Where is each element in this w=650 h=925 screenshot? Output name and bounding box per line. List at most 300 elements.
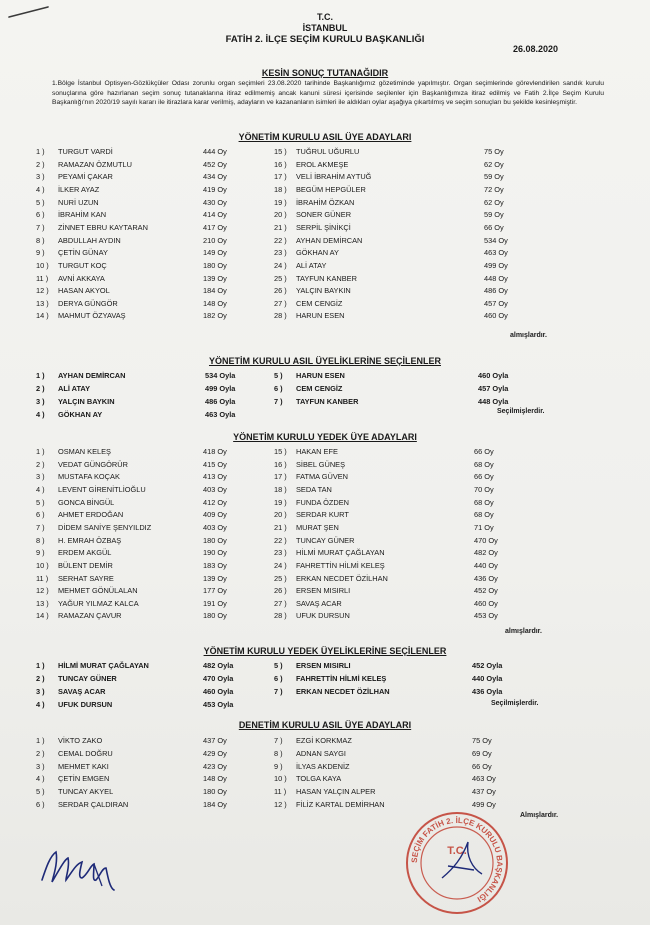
candidate-number: 16 ) bbox=[274, 159, 287, 169]
candidate-number: 25 ) bbox=[274, 273, 287, 283]
candidate-name: ALİ ATAY bbox=[58, 384, 91, 393]
candidate-number: 19 ) bbox=[274, 497, 287, 507]
official-seal-stamp bbox=[402, 808, 512, 918]
candidate-votes: 180 Oy bbox=[203, 535, 227, 545]
candidate-number: 22 ) bbox=[274, 535, 287, 545]
candidate-name: SİBEL GÜNEŞ bbox=[296, 459, 346, 469]
candidate-row bbox=[0, 522, 650, 534]
candidate-name: FAHRETTİN HİLMİ KELEŞ bbox=[296, 674, 387, 683]
svg-text:SEÇİM FATİH 2. İLÇE KURULU BAŞ: SEÇİM FATİH 2. İLÇE KURULU BAŞKANLIĞI bbox=[409, 815, 505, 904]
candidate-number: 19 ) bbox=[274, 197, 287, 207]
candidate-number: 6 ) bbox=[274, 674, 283, 683]
candidate-number: 6 ) bbox=[36, 210, 45, 220]
candidate-number: 9 ) bbox=[36, 248, 45, 258]
candidate-row bbox=[0, 184, 650, 196]
candidate-votes: 460 Oy bbox=[474, 598, 498, 608]
candidate-name: UFUK DURSUN bbox=[58, 700, 113, 709]
candidate-number: 5 ) bbox=[36, 787, 45, 797]
candidate-row bbox=[0, 497, 650, 509]
candidate-number: 11 ) bbox=[36, 573, 49, 583]
candidate-number: 3 ) bbox=[36, 472, 45, 482]
candidate-number: 8 ) bbox=[36, 235, 45, 245]
candidate-name: AYHAN DEMİRCAN bbox=[296, 235, 363, 245]
candidate-row bbox=[0, 686, 650, 698]
candidate-number: 12 ) bbox=[36, 586, 49, 596]
candidate-number: 27 ) bbox=[274, 298, 287, 308]
candidate-votes: 148 Oy bbox=[203, 298, 227, 308]
candidate-name: ÇETİN GÜNAY bbox=[58, 248, 108, 258]
candidate-number: 2 ) bbox=[36, 674, 45, 683]
candidate-votes: 177 Oy bbox=[203, 586, 227, 596]
candidate-number: 6 ) bbox=[274, 384, 283, 393]
candidate-name: HİLMİ MURAT ÇAĞLAYAN bbox=[58, 661, 149, 670]
candidate-votes: 486 Oyla bbox=[205, 397, 236, 406]
candidate-votes: 417 Oy bbox=[203, 222, 227, 232]
candidate-number: 17 ) bbox=[274, 472, 287, 482]
handwritten-signature bbox=[36, 838, 126, 893]
candidate-row bbox=[0, 471, 650, 483]
candidate-name: YAĞUR YILMAZ KALCA bbox=[58, 598, 139, 608]
candidate-votes: 434 Oy bbox=[203, 172, 227, 182]
candidate-votes: 482 Oy bbox=[474, 548, 498, 558]
candidate-votes: 499 Oy bbox=[484, 260, 508, 270]
candidate-name: ERSEN MISIRLI bbox=[296, 586, 351, 596]
candidate-name: AYHAN DEMİRCAN bbox=[58, 371, 126, 380]
candidate-number: 28 ) bbox=[274, 311, 287, 321]
candidate-number: 5 ) bbox=[36, 197, 45, 207]
candidate-votes: 62 Oy bbox=[484, 159, 504, 169]
candidate-votes: 463 Oy bbox=[484, 248, 508, 258]
header-tc: T.C. bbox=[316, 12, 333, 22]
candidate-number: 14 ) bbox=[36, 311, 49, 321]
candidate-number: 12 ) bbox=[36, 286, 49, 296]
candidate-votes: 72 Oy bbox=[484, 184, 504, 194]
section-title: YÖNETİM KURULU ASIL ÜYELİKLERİNE SEÇİLENLER bbox=[208, 356, 441, 366]
candidate-name: SAVAŞ ACAR bbox=[296, 598, 342, 608]
section-footer: Almışlardır. bbox=[520, 812, 559, 819]
candidate-row bbox=[0, 260, 650, 272]
candidate-name: SEDA TAN bbox=[296, 484, 332, 494]
candidate-number: 7 ) bbox=[274, 397, 283, 406]
candidate-name: CEM CENGİZ bbox=[296, 298, 343, 308]
candidate-number: 4 ) bbox=[36, 484, 45, 494]
candidate-votes: 452 Oyla bbox=[472, 661, 503, 670]
candidate-votes: 499 Oyla bbox=[205, 384, 236, 393]
candidate-row bbox=[0, 560, 650, 572]
candidate-name: FAHRETTİN HİLMİ KELEŞ bbox=[296, 560, 385, 570]
candidate-number: 17 ) bbox=[274, 172, 287, 182]
candidate-name: SAVAŞ ACAR bbox=[58, 687, 106, 696]
candidate-votes: 403 Oy bbox=[203, 484, 227, 494]
candidate-name: BEGÜM HEPGÜLER bbox=[296, 184, 366, 194]
candidate-name: İLYAS AKDENİZ bbox=[296, 761, 350, 771]
candidate-name: FİLİZ KARTAL DEMİRHAN bbox=[296, 800, 385, 809]
candidate-votes: 68 Oy bbox=[474, 510, 494, 520]
candidate-name: HASAN AKYOL bbox=[58, 286, 110, 296]
candidate-number: 9 ) bbox=[274, 761, 283, 771]
candidate-number: 15 ) bbox=[274, 447, 287, 456]
candidate-name: ERKAN NECDET ÖZİLHAN bbox=[296, 573, 388, 583]
svg-text:T.C.: T.C. bbox=[447, 845, 467, 857]
candidate-name: OSMAN KELEŞ bbox=[58, 447, 111, 456]
candidate-name: TURGUT KOÇ bbox=[58, 260, 107, 270]
candidate-name: MAHMUT ÖZYAVAŞ bbox=[58, 311, 126, 321]
candidate-name: YALÇIN BAYKIN bbox=[58, 397, 115, 406]
candidate-number: 7 ) bbox=[274, 687, 283, 696]
candidate-votes: 452 Oy bbox=[203, 159, 227, 169]
candidate-votes: 180 Oy bbox=[203, 787, 227, 797]
candidate-votes: 437 Oy bbox=[203, 736, 227, 745]
candidate-votes: 66 Oy bbox=[474, 472, 494, 482]
candidate-row bbox=[0, 786, 650, 798]
candidate-number: 4 ) bbox=[36, 184, 45, 194]
candidate-votes: 436 Oy bbox=[474, 573, 498, 583]
candidate-votes: 180 Oy bbox=[203, 260, 227, 270]
candidate-name: TOLGA KAYA bbox=[296, 774, 342, 784]
candidate-name: HİLMİ MURAT ÇAĞLAYAN bbox=[296, 548, 385, 558]
candidate-votes: 534 Oy bbox=[484, 235, 508, 245]
candidate-number: 1 ) bbox=[36, 736, 45, 745]
candidate-votes: 453 Oyla bbox=[203, 700, 234, 709]
candidate-row bbox=[0, 509, 650, 521]
candidate-row bbox=[0, 573, 650, 585]
candidate-number: 7 ) bbox=[36, 222, 45, 232]
candidate-row bbox=[0, 146, 650, 158]
candidate-number: 10 ) bbox=[36, 560, 49, 570]
candidate-votes: 463 Oy bbox=[472, 774, 496, 784]
candidate-number: 25 ) bbox=[274, 573, 287, 583]
candidate-row bbox=[0, 748, 650, 760]
candidate-votes: 139 Oy bbox=[203, 273, 227, 283]
candidate-votes: 66 Oy bbox=[472, 761, 492, 771]
candidate-number: 15 ) bbox=[274, 147, 287, 156]
candidate-name: ERDEM AKGÜL bbox=[58, 548, 112, 558]
section-footer: almışlardır. bbox=[510, 332, 547, 339]
candidate-votes: 59 Oy bbox=[484, 210, 504, 220]
candidate-name: MUSTAFA KOÇAK bbox=[58, 472, 120, 482]
candidate-name: DERYA GÜNGÖR bbox=[58, 298, 118, 308]
candidate-name: İLKER AYAZ bbox=[58, 184, 100, 194]
candidate-votes: 69 Oy bbox=[472, 748, 492, 758]
candidate-row bbox=[0, 761, 650, 773]
candidate-name: YALÇIN BAYKIN bbox=[296, 286, 351, 296]
document-title: KESİN SONUÇ TUTANAĞIDIR bbox=[261, 68, 389, 78]
candidate-name: FUNDA ÖZDEN bbox=[296, 497, 349, 507]
candidate-row bbox=[0, 660, 650, 672]
candidate-number: 21 ) bbox=[274, 222, 287, 232]
candidate-number: 9 ) bbox=[36, 548, 45, 558]
candidate-row bbox=[0, 773, 650, 785]
candidate-number: 1 ) bbox=[36, 447, 45, 456]
candidate-number: 4 ) bbox=[36, 774, 45, 784]
candidate-votes: 448 Oyla bbox=[478, 397, 509, 406]
candidate-row bbox=[0, 610, 650, 622]
candidate-row bbox=[0, 459, 650, 471]
candidate-row bbox=[0, 171, 650, 183]
candidate-votes: 68 Oy bbox=[474, 459, 494, 469]
candidate-votes: 452 Oy bbox=[474, 586, 498, 596]
candidate-row bbox=[0, 673, 650, 685]
candidate-row bbox=[0, 159, 650, 171]
candidate-votes: 59 Oy bbox=[484, 172, 504, 182]
candidate-number: 10 ) bbox=[274, 774, 287, 784]
candidate-row bbox=[0, 598, 650, 610]
candidate-number: 6 ) bbox=[36, 510, 45, 520]
candidate-row bbox=[0, 409, 650, 421]
candidate-name: DİDEM SANİYE ŞENYILDIZ bbox=[58, 522, 152, 532]
candidate-row bbox=[0, 535, 650, 547]
candidate-name: UFUK DURSUN bbox=[296, 611, 350, 621]
candidate-name: ERSEN MISIRLI bbox=[296, 661, 351, 670]
candidate-votes: 436 Oyla bbox=[472, 687, 503, 696]
candidate-votes: 419 Oy bbox=[203, 184, 227, 194]
candidate-votes: 460 Oyla bbox=[478, 371, 509, 380]
candidate-votes: 534 Oyla bbox=[205, 371, 236, 380]
candidate-row bbox=[0, 209, 650, 221]
section-footer: Seçilmişlerdir. bbox=[497, 408, 545, 415]
candidate-row bbox=[0, 197, 650, 209]
candidate-name: HARUN ESEN bbox=[296, 371, 345, 380]
candidate-name: AVNİ AKKAYA bbox=[58, 273, 105, 283]
candidate-name: ERKAN NECDET ÖZİLHAN bbox=[296, 687, 390, 696]
candidate-name: NURİ UZUN bbox=[58, 197, 99, 207]
candidate-name: SERDAR ÇALDIRAN bbox=[58, 800, 129, 809]
candidate-votes: 139 Oy bbox=[203, 573, 227, 583]
intro-paragraph-text: 1.Bölge İstanbul Optisyen-Gözlükçüler Odası zorunlu organ seçimleri 23.08.2020 tarihinde Başkanlığımız gözetiminde yapılmıştır. Organ seçimlerinde görevlendirilen sandık kurulu sonuçlarına göre hazırlanan seçim sonuç tutanaklarına itiraz edilmemiş ancak kanuni süresi içerisinde seçilenler için Başkanlığımıza itiraz edilmiş ve Fatih 2.İlçe Seçim Kurulu Başkanlığı'nın 2020/19 sayılı kararı ile itirazlara karar verilmiş, adayların ve kazananların isimleri ile aldıkları oylar aşağıya çıkartılmış ve seçim sonuçları bu şekilde kesinleşmiştir. bbox=[52, 80, 604, 107]
candidate-number: 14 ) bbox=[36, 611, 49, 621]
candidate-name: TUĞRUL UĞURLU bbox=[296, 147, 360, 156]
candidate-name: GÖKHAN AY bbox=[58, 410, 103, 419]
candidate-row bbox=[0, 383, 650, 395]
candidate-row bbox=[0, 298, 650, 310]
candidate-name: EROL AKMEŞE bbox=[296, 159, 349, 169]
candidate-name: ZİNNET EBRU KAYTARAN bbox=[58, 222, 148, 232]
candidate-votes: 184 Oy bbox=[203, 800, 227, 809]
candidate-name: GONCA BİNGÜL bbox=[58, 497, 115, 507]
intro-paragraph bbox=[52, 79, 604, 108]
candidate-name: SERHAT SAYRE bbox=[58, 573, 114, 583]
candidate-votes: 418 Oy bbox=[203, 447, 227, 456]
candidate-name: FATMA GÜVEN bbox=[296, 472, 349, 482]
candidate-name: SERPİL ŞİNİKÇİ bbox=[296, 222, 351, 232]
candidate-votes: 180 Oy bbox=[203, 611, 227, 621]
candidate-name: H. EMRAH ÖZBAŞ bbox=[58, 535, 122, 545]
candidate-row bbox=[0, 799, 650, 811]
candidate-votes: 453 Oy bbox=[474, 611, 498, 621]
candidate-name: CEM CENGİZ bbox=[296, 384, 343, 393]
candidate-votes: 71 Oy bbox=[474, 522, 494, 532]
candidate-votes: 437 Oy bbox=[472, 787, 496, 797]
candidate-name: ABDULLAH AYDIN bbox=[58, 235, 121, 245]
candidate-number: 2 ) bbox=[36, 459, 45, 469]
candidate-votes: 457 Oy bbox=[484, 298, 508, 308]
candidate-number: 7 ) bbox=[36, 522, 45, 532]
candidate-row bbox=[0, 484, 650, 496]
candidate-name: TUNCAY GÜNER bbox=[58, 674, 117, 683]
candidate-number: 2 ) bbox=[36, 384, 45, 393]
candidate-name: VİKTO ZAKO bbox=[58, 736, 103, 745]
candidate-number: 27 ) bbox=[274, 598, 287, 608]
candidate-row bbox=[0, 370, 650, 382]
candidate-number: 7 ) bbox=[274, 736, 283, 745]
candidate-name: PEYAMİ ÇAKAR bbox=[58, 172, 113, 182]
candidate-votes: 463 Oyla bbox=[205, 410, 236, 419]
candidate-name: RAMAZAN ÖZMUTLU bbox=[58, 159, 132, 169]
candidate-row bbox=[0, 547, 650, 559]
candidate-number: 4 ) bbox=[36, 700, 45, 709]
candidate-row bbox=[0, 285, 650, 297]
candidate-name: MEHMET GÖNÜLALAN bbox=[58, 586, 138, 596]
candidate-number: 18 ) bbox=[274, 484, 287, 494]
candidate-name: EZGİ KORKMAZ bbox=[296, 736, 352, 745]
candidate-number: 23 ) bbox=[274, 248, 287, 258]
candidate-number: 1 ) bbox=[36, 371, 45, 380]
candidate-votes: 423 Oy bbox=[203, 761, 227, 771]
candidate-votes: 412 Oy bbox=[203, 497, 227, 507]
candidate-number: 2 ) bbox=[36, 159, 45, 169]
section-title: YÖNETİM KURULU YEDEK ÜYELİKLERİNE SEÇİLENLER bbox=[203, 646, 447, 656]
candidate-number: 4 ) bbox=[36, 410, 45, 419]
candidate-row bbox=[0, 585, 650, 597]
candidate-row bbox=[0, 699, 650, 711]
candidate-name: HARUN ESEN bbox=[296, 311, 345, 321]
candidate-number: 3 ) bbox=[36, 761, 45, 771]
candidate-number: 20 ) bbox=[274, 510, 287, 520]
candidate-number: 6 ) bbox=[36, 800, 45, 809]
candidate-votes: 148 Oy bbox=[203, 774, 227, 784]
candidate-name: TUNCAY AKYEL bbox=[58, 787, 114, 797]
candidate-votes: 75 Oy bbox=[484, 147, 504, 156]
candidate-votes: 440 Oyla bbox=[472, 674, 503, 683]
candidate-number: 3 ) bbox=[36, 397, 45, 406]
candidate-number: 23 ) bbox=[274, 548, 287, 558]
candidate-name: VEDAT GÜNGÖRÜR bbox=[58, 459, 128, 469]
candidate-votes: 68 Oy bbox=[474, 497, 494, 507]
candidate-name: TURGUT VARDİ bbox=[58, 147, 113, 156]
candidate-votes: 470 Oy bbox=[474, 535, 498, 545]
candidate-number: 5 ) bbox=[274, 371, 283, 380]
candidate-votes: 66 Oy bbox=[474, 447, 494, 456]
candidate-name: MEHMET KAKI bbox=[58, 761, 109, 771]
candidate-name: AHMET ERDOĞAN bbox=[58, 510, 124, 520]
candidate-row bbox=[0, 273, 650, 285]
candidate-number: 13 ) bbox=[36, 598, 49, 608]
candidate-votes: 460 Oy bbox=[484, 311, 508, 321]
candidate-row bbox=[0, 222, 650, 234]
section-title: YÖNETİM KURULU YEDEK ÜYE ADAYLARI bbox=[233, 432, 417, 442]
candidate-number: 24 ) bbox=[274, 260, 287, 270]
candidate-row bbox=[0, 247, 650, 259]
candidate-number: 22 ) bbox=[274, 235, 287, 245]
candidate-number: 12 ) bbox=[274, 800, 287, 809]
candidate-votes: 460 Oyla bbox=[203, 687, 234, 696]
candidate-number: 18 ) bbox=[274, 184, 287, 194]
header-city: İSTANBUL bbox=[302, 23, 348, 33]
candidate-row bbox=[0, 235, 650, 247]
candidate-name: HASAN YALÇIN ALPER bbox=[296, 787, 376, 797]
candidate-votes: 414 Oy bbox=[203, 210, 227, 220]
candidate-votes: 149 Oy bbox=[203, 248, 227, 258]
candidate-row bbox=[0, 396, 650, 408]
section-title: DENETİM KURULU ASIL ÜYE ADAYLARI bbox=[238, 720, 412, 730]
candidate-name: ADNAN SAYGI bbox=[296, 748, 346, 758]
candidate-number: 11 ) bbox=[274, 787, 287, 797]
candidate-name: RAMAZAN ÇAVUR bbox=[58, 611, 122, 621]
candidate-number: 5 ) bbox=[36, 497, 45, 507]
candidate-number: 13 ) bbox=[36, 298, 49, 308]
candidate-row bbox=[0, 446, 650, 458]
candidate-name: ALİ ATAY bbox=[296, 260, 327, 270]
candidate-votes: 182 Oy bbox=[203, 311, 227, 321]
candidate-number: 10 ) bbox=[36, 260, 49, 270]
candidate-name: MURAT ŞEN bbox=[296, 522, 339, 532]
candidate-votes: 470 Oyla bbox=[203, 674, 234, 683]
candidate-number: 1 ) bbox=[36, 147, 45, 156]
candidate-votes: 210 Oy bbox=[203, 235, 227, 245]
candidate-votes: 486 Oy bbox=[484, 286, 508, 296]
candidate-votes: 429 Oy bbox=[203, 748, 227, 758]
candidate-votes: 415 Oy bbox=[203, 459, 227, 469]
candidate-votes: 403 Oy bbox=[203, 522, 227, 532]
candidate-votes: 190 Oy bbox=[203, 548, 227, 558]
candidate-name: TUNCAY GÜNER bbox=[296, 535, 355, 545]
candidate-number: 26 ) bbox=[274, 586, 287, 596]
header-authority: FATİH 2. İLÇE SEÇİM KURULU BAŞKANLIĞI bbox=[225, 34, 425, 45]
candidate-name: ÇETİN EMGEN bbox=[58, 774, 110, 784]
candidate-votes: 448 Oy bbox=[484, 273, 508, 283]
candidate-number: 5 ) bbox=[274, 661, 283, 670]
candidate-name: HAKAN EFE bbox=[296, 447, 338, 456]
candidate-votes: 191 Oy bbox=[203, 598, 227, 608]
candidate-votes: 413 Oy bbox=[203, 472, 227, 482]
candidate-votes: 70 Oy bbox=[474, 484, 494, 494]
section-footer: almışlardır. bbox=[505, 628, 542, 635]
section-footer: Seçilmişlerdir. bbox=[491, 700, 539, 707]
candidate-number: 11 ) bbox=[36, 273, 49, 283]
candidate-votes: 66 Oy bbox=[484, 222, 504, 232]
candidate-number: 21 ) bbox=[274, 522, 287, 532]
candidate-number: 26 ) bbox=[274, 286, 287, 296]
candidate-votes: 62 Oy bbox=[484, 197, 504, 207]
candidate-number: 16 ) bbox=[274, 459, 287, 469]
candidate-number: 28 ) bbox=[274, 611, 287, 621]
candidate-name: SONER GÜNER bbox=[296, 210, 352, 220]
candidate-name: LEVENT GİRENİTLİOĞLU bbox=[58, 484, 146, 494]
document-date: 26.08.2020 bbox=[512, 44, 558, 54]
candidate-votes: 430 Oy bbox=[203, 197, 227, 207]
candidate-votes: 457 Oyla bbox=[478, 384, 509, 393]
candidate-name: GÖKHAN AY bbox=[296, 248, 339, 258]
candidate-name: BÜLENT DEMİR bbox=[58, 560, 113, 570]
candidate-name: SERDAR KURT bbox=[296, 510, 349, 520]
candidate-number: 20 ) bbox=[274, 210, 287, 220]
candidate-name: TAYFUN KANBER bbox=[296, 273, 357, 283]
candidate-number: 1 ) bbox=[36, 661, 45, 670]
candidate-votes: 409 Oy bbox=[203, 510, 227, 520]
candidate-number: 8 ) bbox=[274, 748, 283, 758]
candidate-number: 3 ) bbox=[36, 172, 45, 182]
candidate-name: TAYFUN KANBER bbox=[296, 397, 359, 406]
candidate-number: 3 ) bbox=[36, 687, 45, 696]
candidate-name: İBRAHİM ÖZKAN bbox=[296, 197, 355, 207]
candidate-votes: 440 Oy bbox=[474, 560, 498, 570]
candidate-votes: 75 Oy bbox=[472, 736, 492, 745]
candidate-row bbox=[0, 735, 650, 747]
candidate-number: 24 ) bbox=[274, 560, 287, 570]
candidate-votes: 482 Oyla bbox=[203, 661, 234, 670]
candidate-votes: 499 Oy bbox=[472, 800, 496, 809]
candidate-votes: 183 Oy bbox=[203, 560, 227, 570]
